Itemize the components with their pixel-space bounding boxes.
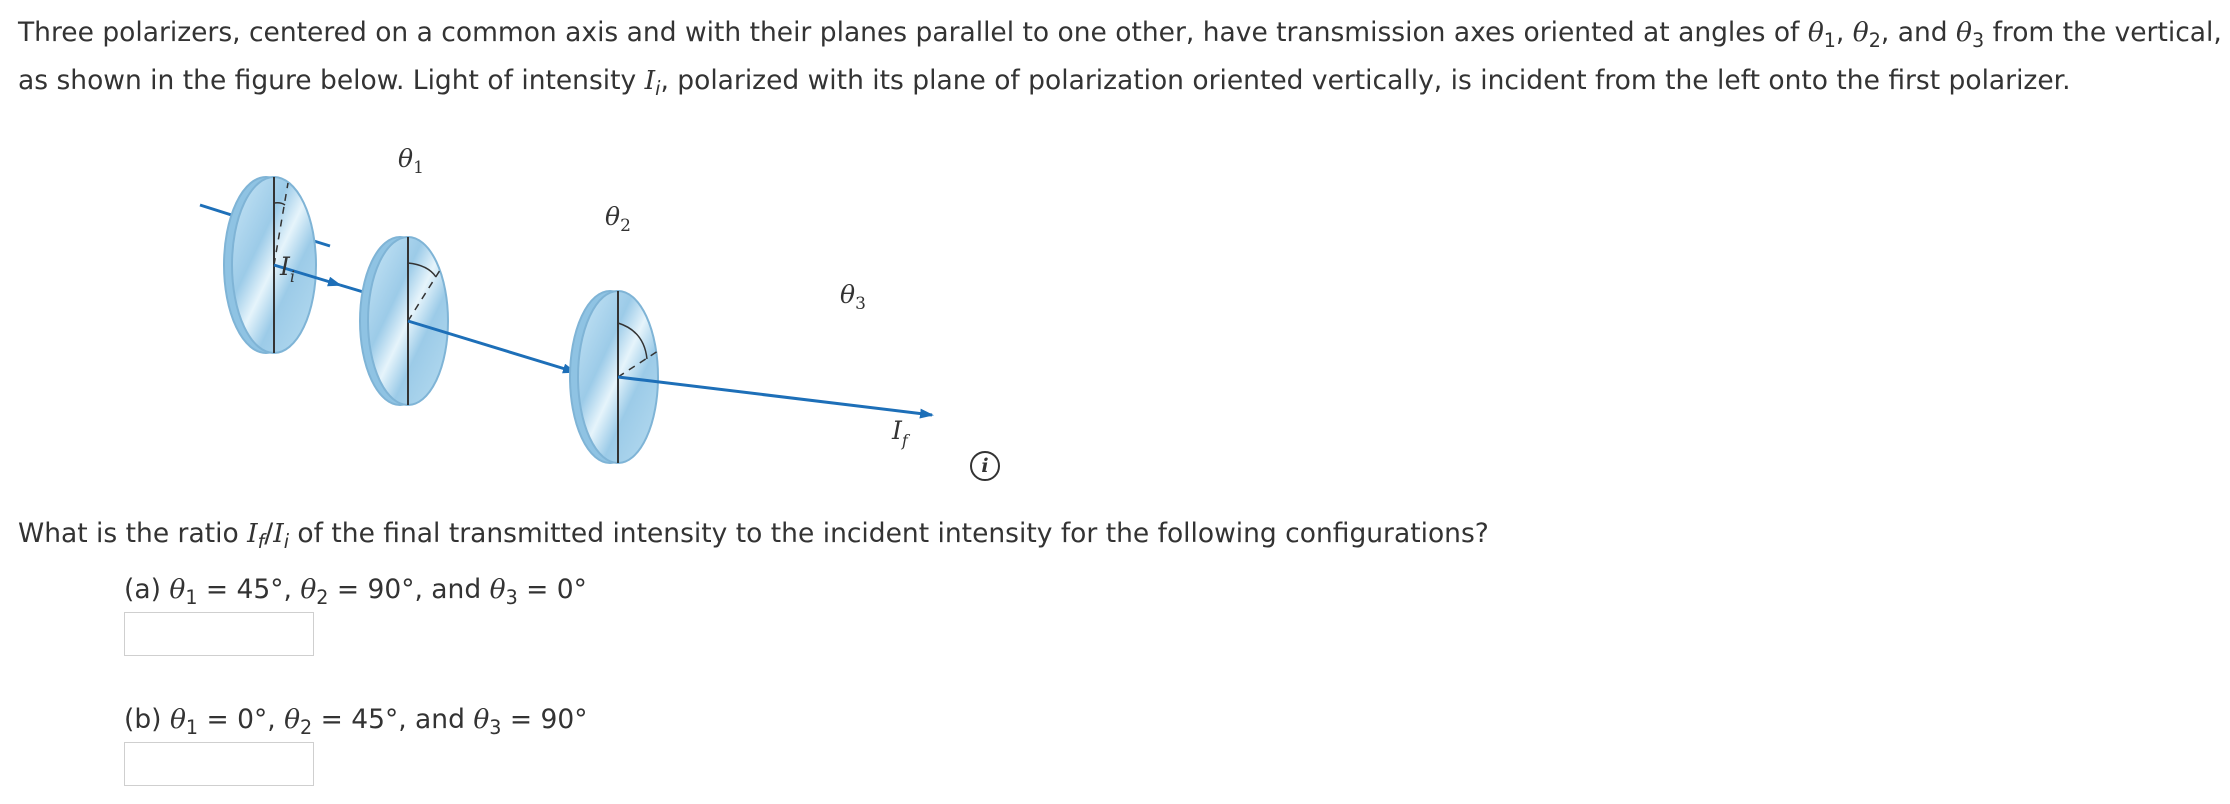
label-theta3: $\theta_3$ [840, 280, 866, 314]
polarizer-2 [360, 237, 448, 405]
label-incident-intensity: $I_i$ [280, 252, 296, 286]
part-b-label: (b) $\theta_1 = 0^\circ$, $\theta_2 = 45^\circ$, and $\theta_3 = 90^\circ$ [124, 704, 588, 740]
info-icon[interactable]: i [970, 451, 1000, 481]
answer-input-a[interactable] [124, 612, 314, 656]
polarizer-figure [180, 125, 940, 465]
problem-statement [18, 9, 2222, 105]
transmitted-beam [618, 377, 932, 415]
label-theta2: $\theta_2$ [605, 202, 631, 236]
polarizer-1 [224, 177, 316, 353]
polarizer-3 [570, 291, 658, 463]
label-final-intensity: $I_f$ [892, 416, 908, 450]
part-a-label: (a) $\theta_1 = 45^\circ$, $\theta_2 = 90^\circ$, and $\theta_3 = 0^\circ$ [124, 574, 587, 610]
statement-line-2: as shown in the figure below. Light of intensity $I_i$, polarized with its plane of polarization oriented vertically, is incident from the left onto the first polarizer. [18, 65, 2071, 101]
answer-input-b[interactable] [124, 742, 314, 786]
label-theta1: $\theta_1$ [398, 144, 424, 178]
statement-line-1: Three polarizers, centered on a common axis and with their planes parallel to one other, have transmission axes oriented at angles of $\theta_1$, $\theta_2$, and $\theta_3$ from the vertical, [18, 17, 2222, 53]
question-text: What is the ratio $I_f/I_i$ of the final transmitted intensity to the incident intensity for the following configurations? [18, 518, 1489, 554]
